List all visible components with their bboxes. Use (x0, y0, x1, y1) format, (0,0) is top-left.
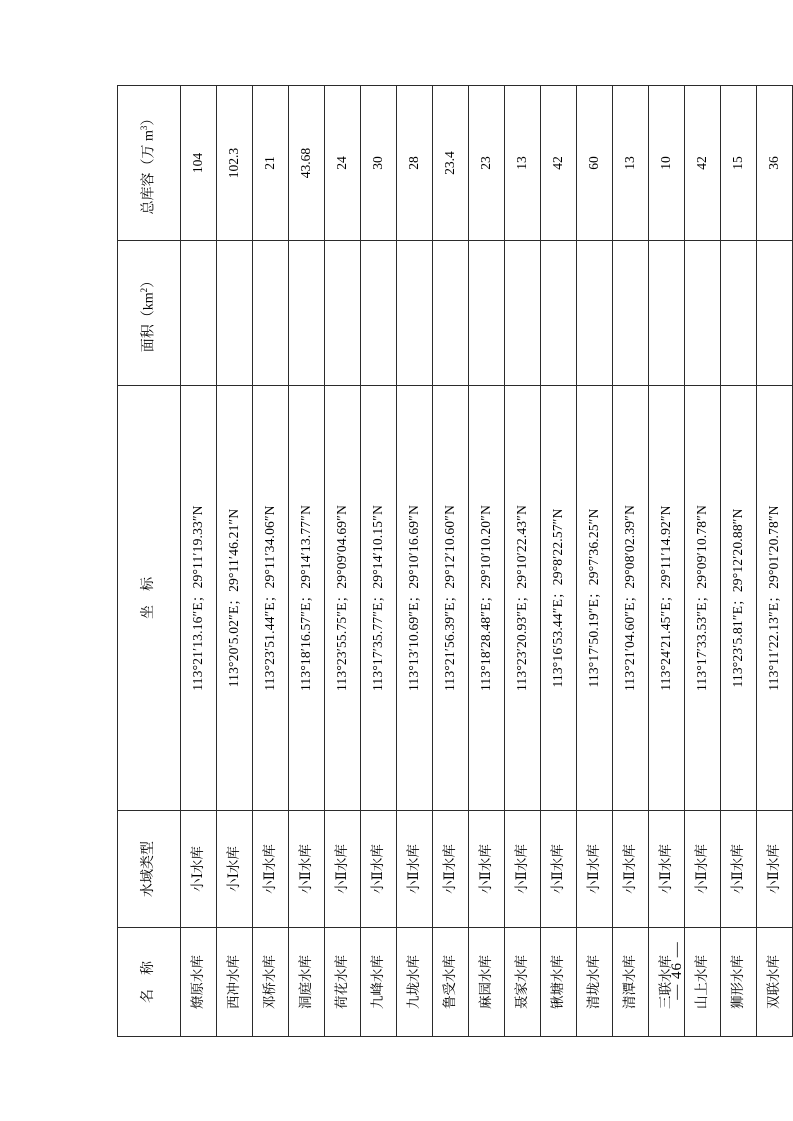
capacity-header-close: ） (141, 111, 157, 126)
cell-type: 小Ⅱ水库 (360, 810, 396, 927)
cell-capacity: 21 (252, 85, 288, 240)
cell-name: 聂家水库 (504, 927, 540, 1036)
cell-coordinates: 113°16′53.44″E；29°8′22.57″N (540, 385, 576, 810)
cell-type: 小Ⅱ水库 (684, 810, 720, 927)
cell-coordinates: 113°20′5.02″E；29°11′46.21″N (216, 385, 252, 810)
cell-area (576, 240, 612, 385)
cell-coordinates: 113°17′33.53″E；29°09′10.78″N (684, 385, 720, 810)
cell-type: 小Ⅱ水库 (504, 810, 540, 927)
cell-capacity: 15 (720, 85, 756, 240)
column-header-name: 名 称 (117, 927, 180, 1036)
cell-area (612, 240, 648, 385)
cell-coordinates: 113°23′51.44″E；29°11′34.06″N (252, 385, 288, 810)
cell-coordinates: 113°18′16.57″E；29°14′13.77″N (288, 385, 324, 810)
cell-area (288, 240, 324, 385)
reservoir-table (117, 85, 793, 1037)
column-header-type: 水域类型 (117, 810, 180, 927)
cell-type: 小Ⅱ水库 (324, 810, 360, 927)
cell-capacity: 102.3 (216, 85, 252, 240)
cell-coordinates: 113°17′35.77″E；29°14′10.15″N (360, 385, 396, 810)
table-row (504, 85, 540, 1036)
capacity-header-superscript: 3 (138, 125, 149, 130)
cell-capacity: 10 (648, 85, 684, 240)
area-header-close: ） (141, 273, 157, 288)
cell-area (648, 240, 684, 385)
cell-coordinates: 113°23′5.81″E；29°12′20.88″N (720, 385, 756, 810)
page-number: — 46 — (668, 941, 685, 1000)
cell-coordinates: 113°21′56.39″E；29°12′10.60″N (432, 385, 468, 810)
cell-coordinates: 113°24′21.45″E；29°11′14.92″N (648, 385, 684, 810)
cell-area (180, 240, 216, 385)
cell-capacity: 23.4 (432, 85, 468, 240)
table-row (540, 85, 576, 1036)
cell-type: 小Ⅱ水库 (576, 810, 612, 927)
cell-coordinates: 113°23′55.75″E；29°09′04.69″N (324, 385, 360, 810)
table-row (432, 85, 468, 1036)
cell-name: 邓桥水库 (252, 927, 288, 1036)
cell-type: 小Ⅰ水库 (180, 810, 216, 927)
table-row (252, 85, 288, 1036)
cell-name: 清垅水库 (576, 927, 612, 1036)
cell-area (360, 240, 396, 385)
cell-capacity: 30 (360, 85, 396, 240)
cell-area (468, 240, 504, 385)
cell-coordinates: 113°21′04.60″E；29°08′02.39″N (612, 385, 648, 810)
cell-area (216, 240, 252, 385)
cell-type: 小Ⅱ水库 (432, 810, 468, 927)
table-row (576, 85, 612, 1036)
cell-name: 双联水库 (756, 927, 792, 1036)
cell-coordinates: 113°13′10.69″E；29°10′16.69″N (396, 385, 432, 810)
cell-capacity: 36 (756, 85, 792, 240)
cell-type: 小Ⅱ水库 (648, 810, 684, 927)
cell-capacity: 13 (612, 85, 648, 240)
cell-name: 三联水库 (648, 927, 684, 1036)
column-header-coordinates: 坐 标 (117, 385, 180, 810)
cell-area (432, 240, 468, 385)
cell-name: 鲁受水库 (432, 927, 468, 1036)
cell-type: 小Ⅱ水库 (252, 810, 288, 927)
cell-area (684, 240, 720, 385)
cell-name: 狮形水库 (720, 927, 756, 1036)
cell-name: 荷花水库 (324, 927, 360, 1036)
table-row (360, 85, 396, 1036)
cell-type: 小Ⅱ水库 (720, 810, 756, 927)
cell-capacity: 104 (180, 85, 216, 240)
cell-area (720, 240, 756, 385)
capacity-header-text: 总库容（万 m (141, 129, 157, 214)
table-row (324, 85, 360, 1036)
cell-name: 锹塘水库 (540, 927, 576, 1036)
cell-name: 西冲水库 (216, 927, 252, 1036)
table-header-row (117, 85, 180, 1036)
cell-capacity: 43.68 (288, 85, 324, 240)
cell-type: 小Ⅱ水库 (396, 810, 432, 927)
table-row (684, 85, 720, 1036)
cell-type: 小Ⅱ水库 (540, 810, 576, 927)
area-header-text: 面积（km (141, 291, 157, 352)
cell-coordinates: 113°17′50.19″E；29°7′36.25″N (576, 385, 612, 810)
cell-type: 小Ⅱ水库 (288, 810, 324, 927)
cell-type: 小Ⅱ水库 (468, 810, 504, 927)
cell-type: 小Ⅱ水库 (612, 810, 648, 927)
table-row (648, 85, 684, 1036)
area-header-superscript: 2 (138, 287, 149, 292)
cell-coordinates: 113°18′28.48″E；29°10′10.20″N (468, 385, 504, 810)
cell-type: 小Ⅱ水库 (756, 810, 792, 927)
rotated-content (117, 81, 781, 1041)
cell-name: 九峰水库 (360, 927, 396, 1036)
table-row (396, 85, 432, 1036)
cell-name: 麻园水库 (468, 927, 504, 1036)
table-body (180, 85, 792, 1036)
cell-capacity: 42 (684, 85, 720, 240)
table-row (720, 85, 756, 1036)
cell-name: 洞庭水库 (288, 927, 324, 1036)
table-row (756, 85, 792, 1036)
cell-capacity: 42 (540, 85, 576, 240)
cell-name: 清潭水库 (612, 927, 648, 1036)
cell-capacity: 28 (396, 85, 432, 240)
cell-name: 山上水库 (684, 927, 720, 1036)
cell-type: 小Ⅰ水库 (216, 810, 252, 927)
cell-area (396, 240, 432, 385)
cell-area (756, 240, 792, 385)
table-row (612, 85, 648, 1036)
cell-coordinates: 113°11′22.13″E；29°01′20.78″N (756, 385, 792, 810)
table-row (288, 85, 324, 1036)
cell-coordinates: 113°23′20.93″E；29°10′22.43″N (504, 385, 540, 810)
cell-capacity: 23 (468, 85, 504, 240)
cell-capacity: 13 (504, 85, 540, 240)
table-row (180, 85, 216, 1036)
cell-name: 九垅水库 (396, 927, 432, 1036)
table-row (216, 85, 252, 1036)
cell-area (324, 240, 360, 385)
column-header-area (117, 240, 180, 385)
column-header-capacity (117, 85, 180, 240)
cell-capacity: 60 (576, 85, 612, 240)
cell-area (252, 240, 288, 385)
cell-name: 燎原水库 (180, 927, 216, 1036)
table-row (468, 85, 504, 1036)
cell-area (540, 240, 576, 385)
cell-area (504, 240, 540, 385)
cell-capacity: 24 (324, 85, 360, 240)
cell-coordinates: 113°21′13.16″E；29°11′19.33″N (180, 385, 216, 810)
